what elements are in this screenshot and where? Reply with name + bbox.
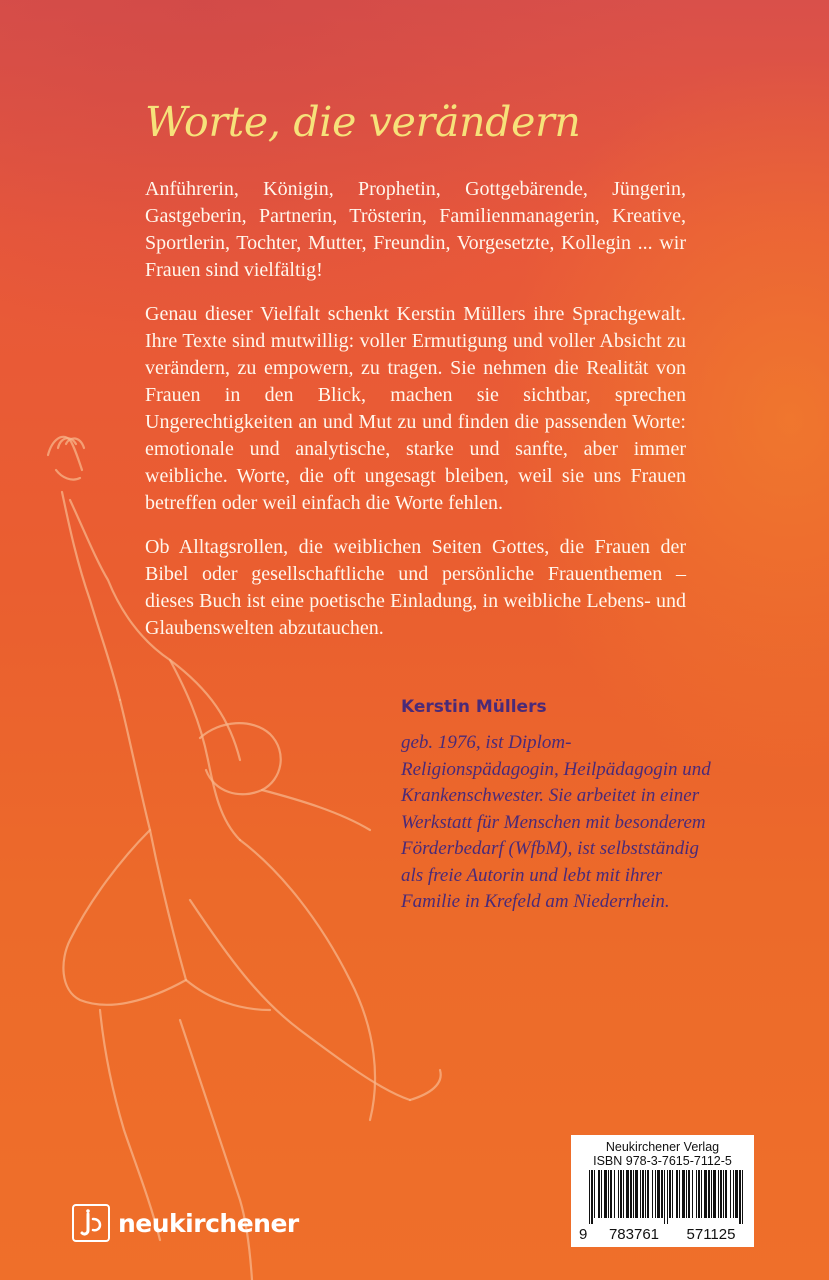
barcode-bar xyxy=(657,1170,660,1218)
isbn-number: ISBN 978-3-7615-7112-5 xyxy=(593,1154,732,1168)
barcode-bar xyxy=(701,1170,702,1218)
barcode-bar xyxy=(720,1170,722,1218)
barcode-bar xyxy=(682,1170,685,1218)
barcode-bar xyxy=(640,1170,641,1218)
isbn-barcode-box xyxy=(571,1135,754,1247)
blurb xyxy=(145,176,686,659)
barcode-bar xyxy=(591,1170,593,1224)
barcode-bar xyxy=(589,1170,590,1224)
publisher-logo xyxy=(72,1203,299,1243)
barcode-bar xyxy=(669,1170,671,1218)
publisher-name: neukirchener xyxy=(118,1208,299,1238)
barcode-digit-group: 571125 xyxy=(686,1226,736,1243)
barcode-bar xyxy=(742,1170,743,1224)
author-bio: geb. 1976, ist Diplom-Religionspädagogin, Heilpädagogin und Krankenschwester. Sie arbeitet in einer Werkstatt für Menschen mit besonderem Förderbedarf (WfbM), ist selbstständig als freie Autorin und lebt mit ihrer Familie in Krefeld am Niederrhein. xyxy=(401,732,711,912)
barcode-bar xyxy=(661,1170,663,1218)
barcode-bar xyxy=(692,1170,693,1218)
barcode-bar xyxy=(711,1170,712,1218)
barcode-bar xyxy=(633,1170,634,1218)
barcode-bar xyxy=(601,1170,602,1218)
barcode-bar xyxy=(642,1170,644,1218)
barcode-bar xyxy=(676,1170,678,1218)
barcode-bar xyxy=(630,1170,632,1218)
barcode-publisher: Neukirchener Verlag xyxy=(605,1140,720,1154)
barcode-bar xyxy=(696,1170,697,1218)
barcode-bar xyxy=(733,1170,734,1218)
barcode-bar xyxy=(604,1170,607,1218)
blurb-paragraph: Anführerin, Königin, Prophetin, Gottgebärende, Jüngerin, Gastgeberin, Partnerin, Trösterin, Familienmanagerin, Kreative, Sportlerin, Tochter, Mutter, Freundin, Vorgesetzte, Kollegin ... wir Frauen sind vielfältig! xyxy=(145,178,686,281)
barcode-bar xyxy=(704,1170,707,1218)
barcode-bar xyxy=(686,1170,687,1218)
blurb-paragraph: Genau dieser Vielfalt schenkt Kerstin Müllers ihre Sprachgewalt. Ihre Texte sind mutwillig: voller Ermutigung und voller Absicht zu verändern, zu empowern, zu tragen. Sie nehmen die Realität von Frauen in den Blick, machen sie sichtbar, sprechen Ungerechtigkeiten an und Mut zu und finden die passenden Worte: emotionale und analytische, starke und sanfte, aber immer weibliche. Worte, die oft ungesagt bleiben, weil sie uns Frauen betreffen oder weil einfach die Worte fehlen. xyxy=(145,303,686,514)
barcode-bar xyxy=(688,1170,690,1218)
barcode-bar xyxy=(679,1170,680,1218)
barcode-bar xyxy=(598,1170,600,1218)
blurb-paragraph: Ob Alltagsrollen, die weiblichen Seiten Gottes, die Frauen der Bibel oder gesellschaftliche und persönliche Frauenthemen – dieses Buch ist eine poetische Einladung, in weibliche Lebens- und Glaubenswelten abzutauchen. xyxy=(145,536,686,639)
barcode-bar xyxy=(725,1170,727,1218)
barcode-bar xyxy=(713,1170,716,1218)
barcode-bar xyxy=(614,1170,615,1218)
barcode-bar xyxy=(610,1170,612,1218)
barcode-bar xyxy=(718,1170,719,1218)
barcode-digits xyxy=(579,1226,749,1243)
barcode-bar xyxy=(664,1170,665,1224)
barcode-bar xyxy=(735,1170,738,1218)
barcode-bar xyxy=(647,1170,649,1218)
barcode-bar xyxy=(672,1170,673,1218)
author-name: Kerstin Müllers xyxy=(401,697,547,717)
barcode-bar xyxy=(667,1170,668,1224)
barcode-bar xyxy=(645,1170,646,1218)
barcode-bar xyxy=(623,1170,624,1218)
barcode-bar xyxy=(620,1170,622,1218)
barcode-bar xyxy=(618,1170,619,1218)
barcode-bar xyxy=(635,1170,638,1218)
barcode-bar xyxy=(698,1170,700,1218)
barcode-digit-group: 783761 xyxy=(608,1226,660,1243)
barcode-bar xyxy=(626,1170,629,1218)
barcode xyxy=(587,1170,747,1224)
barcode-bar xyxy=(608,1170,609,1218)
neukirchener-logo-mark xyxy=(72,1204,110,1242)
barcode-bar xyxy=(594,1170,595,1218)
barcode-digit-prefix: 9 xyxy=(579,1226,588,1243)
barcode-bar xyxy=(730,1170,731,1218)
barcode-bar xyxy=(708,1170,710,1218)
barcode-bar xyxy=(723,1170,724,1218)
barcode-bar xyxy=(739,1170,741,1224)
book-title: Worte, die verändern xyxy=(145,98,581,146)
barcode-bar xyxy=(652,1170,653,1218)
barcode-bar xyxy=(655,1170,656,1218)
